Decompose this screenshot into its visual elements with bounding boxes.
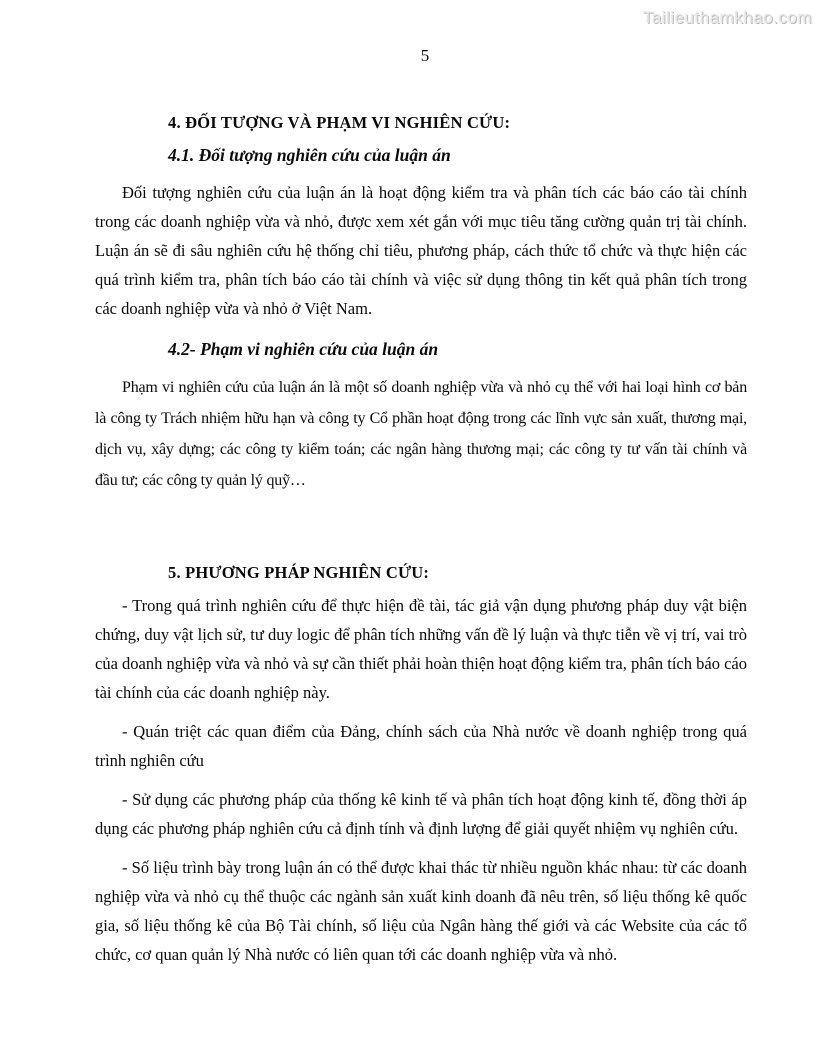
section-5-paragraph-2: - Quán triệt các quan điểm của Đảng, chính sách của Nhà nước về doanh nghiệp trong quá trình nghiên cứu xyxy=(95,722,747,770)
watermark-text: Tailieuthamkhao.com xyxy=(642,8,812,27)
section-4-heading: 4. ĐỐI TƯỢNG VÀ PHẠM VI NGHIÊN CỨU: xyxy=(168,113,511,132)
section-4-1-paragraph: Đối tượng nghiên cứu của luận án là hoạt động kiểm tra và phân tích các báo cáo tài chính trong các doanh nghiệp vừa và nhỏ, được xem xét gắn với mục tiêu tăng cường quản trị tài chính. Luận án sẽ đi sâu nghiên cứu hệ thống chỉ tiêu, phương pháp, cách thức tổ chức và thực hiện các quá trình kiểm tra, phân tích báo cáo tài chính và việc sử dụng thông tin kết quả phân tích trong các doanh nghiệp vừa và nhỏ ở Việt Nam. xyxy=(95,183,747,318)
section-5-paragraph-4: - Số liệu trình bày trong luận án có thể được khai thác từ nhiều nguồn khác nhau: từ các doanh nghiệp vừa và nhỏ cụ thể thuộc các ngành sản xuất kinh doanh đã nêu trên, số liệu thống kê quốc gia, số liệu thống kê của Bộ Tài chính, số liệu của Ngân hàng thế giới và các Website của các tổ chức, cơ quan quản lý Nhà nước có liên quan tới các doanh nghiệp vừa và nhỏ. xyxy=(95,858,747,964)
section-4-2-paragraph: Phạm vi nghiên cứu của luận án là một số doanh nghiệp vừa và nhỏ cụ thể với hai loại hình cơ bản là công ty Trách nhiệm hữu hạn và công ty Cổ phần hoạt động trong các lĩnh vực sản xuất, thương mại, dịch vụ, xây dựng; các công ty kiểm toán; các ngân hàng thương mại; các công ty tư vấn tài chính và đầu tư; các công ty quản lý quỹ… xyxy=(95,379,747,489)
section-5-paragraph-1: - Trong quá trình nghiên cứu để thực hiện đề tài, tác giả vận dụng phương pháp duy vật biện chứng, duy vật lịch sử, tư duy logic để phân tích những vấn đề lý luận và thực tiễn về vị trí, vai trò của doanh nghiệp vừa và nhỏ và sự cần thiết phải hoàn thiện hoạt động kiểm tra, phân tích báo cáo tài chính của các doanh nghiệp này. xyxy=(95,596,747,702)
section-spacer xyxy=(95,506,747,558)
document-body xyxy=(95,108,747,979)
section-4-2-heading: 4.2- Phạm vi nghiên cứu của luận án xyxy=(168,339,439,359)
section-4-1-heading: 4.1. Đối tượng nghiên cứu của luận án xyxy=(168,145,451,165)
section-5-paragraph-3: - Sử dụng các phương pháp của thống kê kinh tế và phân tích hoạt động kinh tế, đồng thời áp dụng các phương pháp nghiên cứu cả định tính và định lượng để giải quyết nhiệm vụ nghiên cứu. xyxy=(95,790,747,838)
page-number: 5 xyxy=(420,46,430,65)
section-5-heading: 5. PHƯƠNG PHÁP NGHIÊN CỨU: xyxy=(168,563,430,582)
